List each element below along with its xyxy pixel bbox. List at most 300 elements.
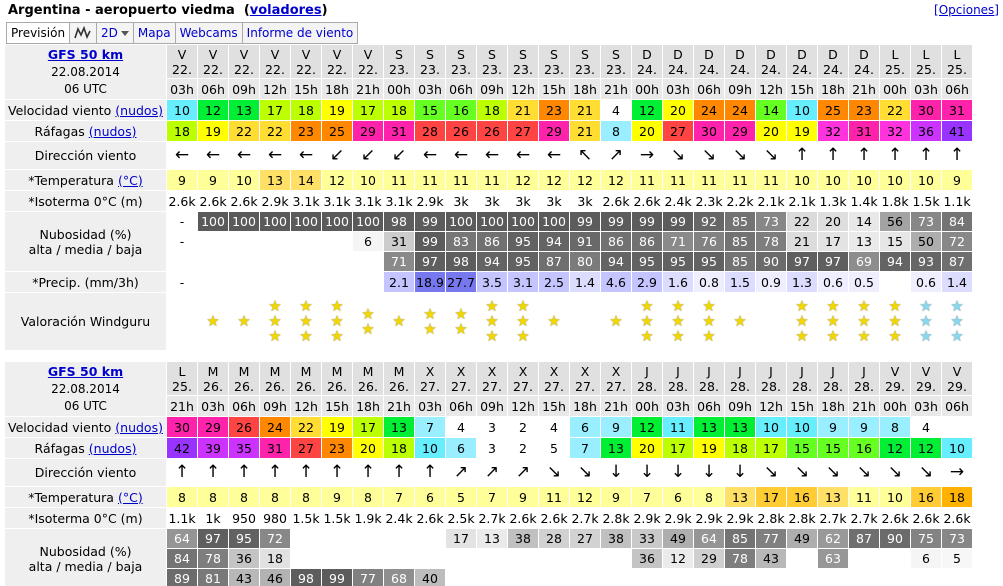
day-cell bbox=[818, 45, 849, 79]
precip-cell: 1.4 bbox=[942, 272, 973, 293]
isotherm-cell: 2.7k bbox=[570, 508, 601, 529]
isotherm-cell: 2.2k bbox=[725, 191, 756, 212]
spot-title: Argentina - aeropuerto viedma (voladores) bbox=[8, 3, 328, 18]
tab-webcams[interactable] bbox=[176, 23, 243, 43]
wind-arrow-icon: ↙ bbox=[360, 145, 376, 165]
model-utc: 06 UTC bbox=[64, 399, 107, 413]
iso-label-text: *Isoterma 0°C (m) bbox=[28, 510, 143, 526]
cloud-cell: 78 bbox=[756, 232, 787, 252]
speed-cell: 21 bbox=[508, 100, 539, 121]
dir-label bbox=[5, 142, 167, 170]
star-icon: ★ bbox=[547, 312, 561, 330]
star-icon: ★ bbox=[919, 312, 933, 330]
temperature-cell: 11 bbox=[477, 170, 508, 191]
gust-unit-link[interactable]: (nudos) bbox=[88, 440, 137, 456]
cloud-cell bbox=[663, 569, 694, 586]
day-date: 27. bbox=[451, 378, 471, 394]
tab-prevision[interactable] bbox=[7, 23, 70, 43]
isotherm-row bbox=[5, 508, 973, 529]
cloud-cell bbox=[849, 569, 880, 586]
cloud-cell: 94 bbox=[477, 252, 508, 272]
cloud-cell: 100 bbox=[508, 212, 539, 232]
temperature-cell: 16 bbox=[911, 487, 942, 508]
model-link[interactable]: GFS 50 km bbox=[47, 47, 124, 62]
direction-cell bbox=[694, 142, 725, 170]
cloud-cell bbox=[942, 569, 973, 586]
gust-cell: 32 bbox=[880, 121, 911, 142]
star-icon: ★ bbox=[671, 297, 685, 315]
day-letter: L bbox=[891, 46, 899, 62]
cloud-cell: 97 bbox=[198, 529, 229, 549]
cloud-cell: 15 bbox=[880, 232, 911, 252]
temperature-cell: 12 bbox=[570, 170, 601, 191]
hour-cell: 12h bbox=[756, 396, 787, 417]
day-date: 25. bbox=[947, 61, 967, 77]
cloud-cell: 49 bbox=[787, 529, 818, 549]
day-letter: D bbox=[735, 46, 745, 62]
day-cell bbox=[291, 45, 322, 79]
cloud-cell bbox=[322, 549, 353, 569]
day-date: 28. bbox=[730, 378, 750, 394]
day-cell bbox=[446, 362, 477, 396]
direction-cell bbox=[508, 142, 539, 170]
gust-cell: 18 bbox=[167, 121, 198, 142]
day-date: 23. bbox=[482, 61, 502, 77]
day-letter: M bbox=[238, 363, 250, 379]
rating-cell bbox=[880, 293, 911, 351]
day-letter: X bbox=[611, 363, 621, 379]
cloud-cell bbox=[508, 549, 539, 569]
gust-cell: 13 bbox=[601, 438, 632, 459]
temperature-cell: 13 bbox=[725, 487, 756, 508]
precip-cell: 1.6 bbox=[663, 272, 694, 293]
gust-cell: 41 bbox=[942, 121, 973, 142]
cloud-cell: 28 bbox=[539, 529, 570, 549]
hour-cell: 06h bbox=[942, 79, 973, 100]
day-letter: L bbox=[953, 46, 961, 62]
day-letter: D bbox=[828, 46, 838, 62]
hour-cell: 12h bbox=[291, 396, 322, 417]
star-icon: ★ bbox=[733, 312, 747, 330]
star-icon: ★ bbox=[485, 297, 499, 315]
wind-arrow-icon: ↑ bbox=[856, 145, 872, 165]
cloud-cell: 100 bbox=[477, 212, 508, 232]
speed-cell: 9 bbox=[818, 417, 849, 438]
temperature-cell: 8 bbox=[694, 487, 725, 508]
precip-cell: - bbox=[167, 272, 198, 293]
cloud-cell bbox=[260, 232, 291, 252]
cloud-cell bbox=[353, 529, 384, 549]
wind-arrow-icon: ↘ bbox=[825, 462, 841, 482]
cloud-cell bbox=[260, 252, 291, 272]
cloud-cell bbox=[477, 569, 508, 586]
cloud-cell: 95 bbox=[508, 252, 539, 272]
direction-cell bbox=[291, 142, 322, 170]
cloud-cell: 71 bbox=[384, 252, 415, 272]
day-cell bbox=[632, 45, 663, 79]
temperature-cell: 7 bbox=[632, 487, 663, 508]
direction-cell bbox=[570, 459, 601, 487]
star-icon: ★ bbox=[268, 327, 282, 345]
star-icon: ★ bbox=[330, 312, 344, 330]
direction-cell bbox=[570, 142, 601, 170]
temperature-cell: 10 bbox=[849, 170, 880, 191]
day-letter: J bbox=[831, 363, 835, 379]
gust-cell: 22 bbox=[260, 121, 291, 142]
cloud-cell: 95 bbox=[694, 252, 725, 272]
tab-2d-dropdown[interactable] bbox=[97, 23, 134, 43]
precip-cell: 1.5 bbox=[725, 272, 756, 293]
temperature-cell: 13 bbox=[260, 170, 291, 191]
cloud-cell: 75 bbox=[911, 529, 942, 549]
day-cell bbox=[508, 362, 539, 396]
direction-cell bbox=[632, 142, 663, 170]
cloud-cell: 80 bbox=[570, 252, 601, 272]
direction-cell bbox=[663, 142, 694, 170]
star-icon: ★ bbox=[609, 312, 623, 330]
direction-row bbox=[5, 142, 973, 170]
wind-arrow-icon: ↘ bbox=[670, 145, 686, 165]
cloud-cell: 89 bbox=[167, 569, 198, 586]
temperature-cell: 11 bbox=[539, 487, 570, 508]
gust-cell: 23 bbox=[291, 121, 322, 142]
speed-cell: 31 bbox=[942, 100, 973, 121]
tab-graph[interactable] bbox=[70, 23, 97, 43]
dir-label-text: Dirección viento bbox=[34, 148, 137, 163]
day-letter: M bbox=[269, 363, 281, 379]
hour-cell: 15h bbox=[291, 79, 322, 100]
wind-arrow-icon: ↘ bbox=[732, 145, 748, 165]
speed-cell: 16 bbox=[446, 100, 477, 121]
cloud-cell: 90 bbox=[756, 252, 787, 272]
day-cell bbox=[601, 362, 632, 396]
wind-arrow-icon: ↑ bbox=[329, 462, 345, 482]
cloud-label bbox=[5, 529, 167, 586]
cloud-cell: 100 bbox=[229, 212, 260, 232]
day-letter: D bbox=[673, 46, 683, 62]
wind-arrow-icon: ↗ bbox=[484, 462, 500, 482]
temperature-cell: 11 bbox=[694, 170, 725, 191]
gust-cell: 29 bbox=[353, 121, 384, 142]
day-cell bbox=[570, 45, 601, 79]
star-icon: ★ bbox=[330, 327, 344, 345]
temp-unit-link[interactable]: (°C) bbox=[117, 172, 143, 188]
hour-cell: 15h bbox=[322, 396, 353, 417]
isotherm-cell: 2.6k bbox=[880, 508, 911, 529]
gust-cell: 16 bbox=[849, 438, 880, 459]
gust-unit-link[interactable]: (nudos) bbox=[88, 123, 137, 139]
tab-informe[interactable] bbox=[243, 23, 358, 43]
temp-label bbox=[5, 487, 167, 508]
star-icon: ★ bbox=[919, 297, 933, 315]
spot-link[interactable]: voladores bbox=[249, 3, 322, 18]
isotherm-cell: 2.9k bbox=[694, 508, 725, 529]
star-icon: ★ bbox=[299, 327, 313, 345]
day-cell bbox=[911, 45, 942, 79]
day-cell bbox=[849, 362, 880, 396]
cloud-cell: 76 bbox=[694, 232, 725, 252]
direction-cell bbox=[632, 459, 663, 487]
rating-row bbox=[5, 293, 973, 351]
day-date: 29. bbox=[885, 378, 905, 394]
temp-unit-link[interactable]: (°C) bbox=[117, 489, 143, 505]
day-letter: S bbox=[581, 46, 589, 62]
star-icon: ★ bbox=[361, 319, 375, 338]
isotherm-cell: 3k bbox=[446, 191, 477, 212]
gust-cell: 20 bbox=[632, 121, 663, 142]
hour-cell: 18h bbox=[818, 396, 849, 417]
speed-cell: 24 bbox=[725, 100, 756, 121]
hour-cell: 06h bbox=[694, 396, 725, 417]
gust-cell: 27 bbox=[663, 121, 694, 142]
cloud-cell: 92 bbox=[694, 212, 725, 232]
hour-cell: 09h bbox=[229, 79, 260, 100]
day-date: 22. bbox=[234, 61, 254, 77]
cloud-cell: 31 bbox=[384, 232, 415, 252]
cloud-cell: 85 bbox=[725, 212, 756, 232]
day-date: 26. bbox=[265, 378, 285, 394]
day-cell bbox=[198, 45, 229, 79]
day-cell bbox=[384, 45, 415, 79]
day-letter: V bbox=[239, 46, 249, 62]
day-cell bbox=[787, 362, 818, 396]
cloud-cell bbox=[229, 232, 260, 252]
direction-cell bbox=[694, 459, 725, 487]
gust-cell: 12 bbox=[911, 438, 942, 459]
isotherm-cell: 2.6k bbox=[229, 191, 260, 212]
direction-cell bbox=[322, 142, 353, 170]
day-cell bbox=[229, 45, 260, 79]
day-letter: J bbox=[676, 363, 680, 379]
gust-cell: 17 bbox=[663, 438, 694, 459]
wind-arrow-icon: ← bbox=[298, 145, 314, 165]
day-date: 23. bbox=[513, 61, 533, 77]
day-cell bbox=[880, 45, 911, 79]
cloud-cell: 17 bbox=[818, 232, 849, 252]
temperature-cell: 12 bbox=[508, 170, 539, 191]
temperature-cell: 12 bbox=[322, 170, 353, 191]
speed-cell: 24 bbox=[260, 417, 291, 438]
cloud-cell: 14 bbox=[849, 212, 880, 232]
isotherm-cell: 3.1k bbox=[322, 191, 353, 212]
speed-label-text: Velocidad viento bbox=[8, 419, 112, 435]
star-icon: ★ bbox=[485, 312, 499, 330]
gust-cell: 22 bbox=[229, 121, 260, 142]
day-date: 22. bbox=[203, 61, 223, 77]
gust-cell: 20 bbox=[353, 438, 384, 459]
cloud-cell: 64 bbox=[167, 529, 198, 549]
direction-cell bbox=[539, 142, 570, 170]
day-cell bbox=[787, 45, 818, 79]
star-icon: ★ bbox=[857, 327, 871, 345]
cloud-cell: 50 bbox=[911, 232, 942, 252]
cloud-cell: 17 bbox=[446, 529, 477, 549]
star-icon: ★ bbox=[795, 327, 809, 345]
gust-cell: 31 bbox=[384, 121, 415, 142]
gust-row bbox=[5, 121, 973, 142]
hour-cell: 15h bbox=[539, 396, 570, 417]
day-letter: S bbox=[519, 46, 527, 62]
cloud-cell: 21 bbox=[787, 232, 818, 252]
cloud-cell: 68 bbox=[384, 569, 415, 586]
direction-cell bbox=[787, 459, 818, 487]
cloud-cell: 94 bbox=[880, 252, 911, 272]
direction-cell bbox=[322, 459, 353, 487]
hour-cell: 03h bbox=[911, 79, 942, 100]
star-icon: ★ bbox=[361, 304, 375, 323]
hour-cell: 03h bbox=[198, 396, 229, 417]
options-link[interactable]: [Opciones] bbox=[934, 3, 999, 17]
cloud-cell bbox=[446, 569, 477, 586]
star-icon: ★ bbox=[857, 312, 871, 330]
direction-cell bbox=[477, 142, 508, 170]
cloud-cell: 99 bbox=[415, 232, 446, 252]
temperature-cell: 11 bbox=[725, 170, 756, 191]
cloud-cell bbox=[725, 569, 756, 586]
day-date: 23. bbox=[389, 61, 409, 77]
day-cell bbox=[508, 45, 539, 79]
wind-arrow-icon: ↘ bbox=[794, 462, 810, 482]
view-tabs bbox=[6, 22, 358, 44]
tab-mapa[interactable] bbox=[134, 23, 176, 43]
speed-unit-link[interactable]: (nudos) bbox=[115, 102, 163, 118]
speed-cell: 19 bbox=[322, 100, 353, 121]
day-letter: S bbox=[612, 46, 620, 62]
star-icon: ★ bbox=[454, 319, 468, 338]
cloud-cell: 5 bbox=[942, 549, 973, 569]
day-row bbox=[5, 362, 973, 396]
cloud-cell: 77 bbox=[756, 529, 787, 549]
day-cell bbox=[849, 45, 880, 79]
isotherm-cell: 1.1k bbox=[942, 191, 973, 212]
cloud-cell: 64 bbox=[694, 529, 725, 549]
cloud-cell bbox=[384, 549, 415, 569]
cloud-cell: 33 bbox=[632, 529, 663, 549]
temperature-row bbox=[5, 487, 973, 508]
isotherm-cell: 2.3k bbox=[694, 191, 725, 212]
day-cell bbox=[477, 362, 508, 396]
day-date: 24. bbox=[761, 61, 781, 77]
star-icon: ★ bbox=[640, 327, 654, 345]
day-date: 27. bbox=[575, 378, 595, 394]
dir-label bbox=[5, 459, 167, 487]
precip-cell bbox=[291, 272, 322, 293]
isotherm-cell: 1.8k bbox=[880, 191, 911, 212]
speed-cell: 4 bbox=[539, 417, 570, 438]
isotherm-cell: 2.4k bbox=[384, 508, 415, 529]
gust-cell: 32 bbox=[818, 121, 849, 142]
day-date: 28. bbox=[668, 378, 688, 394]
hour-cell: 00h bbox=[880, 79, 911, 100]
iso-label-text: *Isoterma 0°C (m) bbox=[28, 193, 143, 209]
isotherm-cell: 2.6k bbox=[539, 508, 570, 529]
cloud-cell bbox=[322, 529, 353, 549]
speed-cell: 11 bbox=[663, 417, 694, 438]
precip-cell: 0.5 bbox=[849, 272, 880, 293]
dir-label-text: Dirección viento bbox=[34, 465, 137, 480]
isotherm-cell: 2.1k bbox=[787, 191, 818, 212]
wind-arrow-icon: ↑ bbox=[267, 462, 283, 482]
cloud-cell bbox=[415, 549, 446, 569]
wind-arrow-icon: ↑ bbox=[236, 462, 252, 482]
gust-row bbox=[5, 438, 973, 459]
cloud-cell: 77 bbox=[353, 569, 384, 586]
day-cell bbox=[663, 362, 694, 396]
precip-cell: 18.9 bbox=[415, 272, 446, 293]
direction-cell bbox=[911, 142, 942, 170]
gust-cell: 31 bbox=[260, 438, 291, 459]
speed-unit-link[interactable]: (nudos) bbox=[115, 419, 163, 435]
day-cell bbox=[694, 362, 725, 396]
speed-cell: 7 bbox=[415, 417, 446, 438]
hour-cell: 00h bbox=[384, 79, 415, 100]
isotherm-cell: 1.5k bbox=[291, 508, 322, 529]
day-date: 22. bbox=[265, 61, 285, 77]
gust-cell: 10 bbox=[942, 438, 973, 459]
cloud-high-row bbox=[5, 212, 973, 232]
wind-arrow-icon: ← bbox=[546, 145, 562, 165]
temperature-cell: 10 bbox=[787, 170, 818, 191]
speed-cell: 18 bbox=[384, 100, 415, 121]
rating-cell bbox=[477, 293, 508, 351]
temperature-cell: 17 bbox=[756, 487, 787, 508]
cloud-cell: 94 bbox=[601, 252, 632, 272]
isotherm-cell: 2.9k bbox=[725, 508, 756, 529]
star-icon: ★ bbox=[640, 297, 654, 315]
gust-cell: 15 bbox=[787, 438, 818, 459]
precip-cell: 1.4 bbox=[570, 272, 601, 293]
wind-arrow-icon: ↑ bbox=[949, 145, 965, 165]
cloud-cell: 86 bbox=[477, 232, 508, 252]
hour-cell: 21h bbox=[849, 396, 880, 417]
star-icon: ★ bbox=[516, 327, 530, 345]
day-cell bbox=[260, 45, 291, 79]
day-letter: M bbox=[393, 363, 405, 379]
speed-cell: 8 bbox=[880, 417, 911, 438]
speed-cell: 9 bbox=[601, 417, 632, 438]
day-date: 27. bbox=[482, 378, 502, 394]
cloud-cell: 100 bbox=[539, 212, 570, 232]
iso-label bbox=[5, 191, 167, 212]
cloud-cell: 43 bbox=[756, 549, 787, 569]
wind-arrow-icon: ↑ bbox=[422, 462, 438, 482]
hour-cell: 00h bbox=[632, 396, 663, 417]
isotherm-cell: 2.7k bbox=[818, 508, 849, 529]
cloud-cell: 49 bbox=[663, 529, 694, 549]
model-link[interactable]: GFS 50 km bbox=[47, 364, 124, 379]
cloud-cell: 72 bbox=[942, 232, 973, 252]
precip-cell: 4.6 bbox=[601, 272, 632, 293]
speed-cell: 23 bbox=[539, 100, 570, 121]
hour-cell: 03h bbox=[911, 396, 942, 417]
cloud-cell: 6 bbox=[353, 232, 384, 252]
isotherm-cell: 2.7k bbox=[849, 508, 880, 529]
day-letter: V bbox=[952, 363, 962, 379]
wind-arrow-icon: ↑ bbox=[298, 462, 314, 482]
direction-cell bbox=[787, 142, 818, 170]
star-icon: ★ bbox=[702, 312, 716, 330]
speed-cell: 9 bbox=[849, 417, 880, 438]
cloud-cell: 83 bbox=[446, 232, 477, 252]
temperature-cell: 12 bbox=[539, 170, 570, 191]
hour-cell: 09h bbox=[725, 396, 756, 417]
wave-graph-icon bbox=[74, 26, 92, 40]
day-letter: J bbox=[769, 363, 773, 379]
direction-cell bbox=[415, 142, 446, 170]
cloud-cell: 99 bbox=[632, 212, 663, 232]
gust-label bbox=[5, 121, 167, 142]
cloud-cell: 93 bbox=[911, 252, 942, 272]
